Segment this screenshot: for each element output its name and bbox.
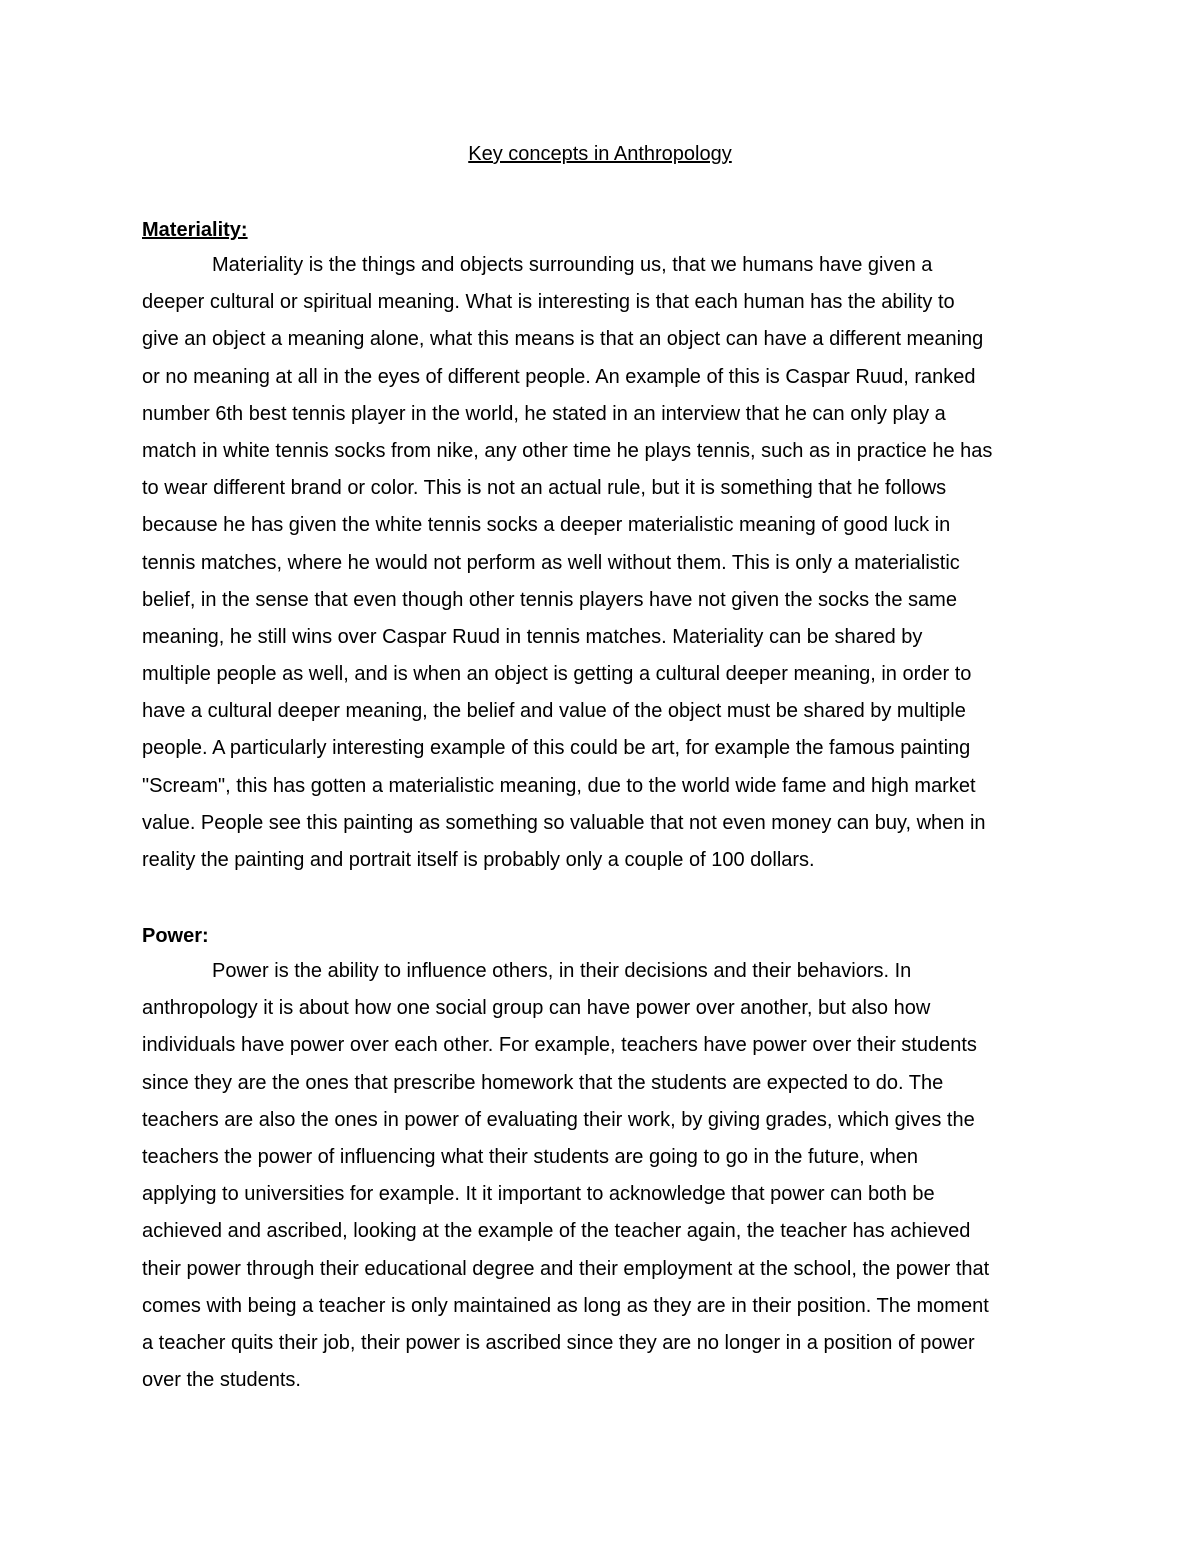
paragraph-line: over the students. [142,1369,301,1392]
paragraph-line: number 6th best tennis player in the world, he stated in an interview that he can only play a [142,402,946,425]
paragraph-line: reality the painting and portrait itself is probably only a couple of 100 dollars. [142,849,815,871]
paragraph-line: to wear different brand or color. This is not an actual rule, but it is something that he follows [142,477,947,500]
section-heading-materiality: Materiality: [142,219,248,241]
section-body-power [142,953,1062,1399]
paragraph-line: Materiality is the things and objects surrounding us, that we humans have given a [212,254,933,276]
paragraph-line: comes with being a teacher is only maintained as long as they are in their position. The moment [142,1294,989,1317]
paragraph-line: because he has given the white tennis socks a deeper materialistic meaning of good luck in [142,514,951,537]
paragraph-line: people. A particularly interesting example of this could be art, for example the famous painting [142,737,971,760]
paragraph-line: have a cultural deeper meaning, the belief and value of the object must be shared by multiple [142,700,966,723]
paragraph-line: teachers the power of influencing what their students are going to go in the future, when [142,1145,919,1168]
paragraph-line: anthropology it is about how one social group can have power over another, but also how [142,997,931,1020]
document-title: Key concepts in Anthropology [468,143,732,165]
paragraph-line: or no meaning at all in the eyes of different people. An example of this is Caspar Ruud, ranked [142,365,976,388]
paragraph-line: Power is the ability to influence others, in their decisions and their behaviors. In [212,960,912,982]
section-heading-power: Power: [142,925,209,947]
paragraph-line: give an object a meaning alone, what this means is that an object can have a different meaning [142,328,984,351]
paragraph-line: their power through their educational degree and their employment at the school, the power that [142,1257,990,1280]
paragraph-line: tennis matches, where he would not perform as well without them. This is only a materialistic [142,551,960,574]
paragraph-line: deeper cultural or spiritual meaning. What is interesting is that each human has the ability to [142,291,955,314]
paragraph-line: a teacher quits their job, their power is ascribed since they are no longer in a position of power [142,1331,975,1354]
paragraph-line: "Scream", this has gotten a materialistic meaning, due to the world wide fame and high market [142,774,976,797]
paragraph-line: belief, in the sense that even though other tennis players have not given the socks the same [142,588,957,611]
paragraph-line: meaning, he still wins over Caspar Ruud in tennis matches. Materiality can be shared by [142,625,923,648]
paragraph-line: match in white tennis socks from nike, any other time he plays tennis, such as in practice he has [142,439,993,462]
paragraph-line: individuals have power over each other. For example, teachers have power over their students [142,1034,977,1057]
paragraph-line: multiple people as well, and is when an object is getting a cultural deeper meaning, in order to [142,663,972,686]
paragraph-line: teachers are also the ones in power of evaluating their work, by giving grades, which gives the [142,1108,975,1131]
paragraph-line: achieved and ascribed, looking at the example of the teacher again, the teacher has achieved [142,1220,971,1243]
paragraph-line: value. People see this painting as something so valuable that not even money can buy, when in [142,811,986,834]
section-body-materiality [142,247,1062,879]
paragraph-line: since they are the ones that prescribe homework that the students are expected to do. The [142,1071,944,1094]
paragraph-line: applying to universities for example. It it important to acknowledge that power can both be [142,1183,935,1206]
